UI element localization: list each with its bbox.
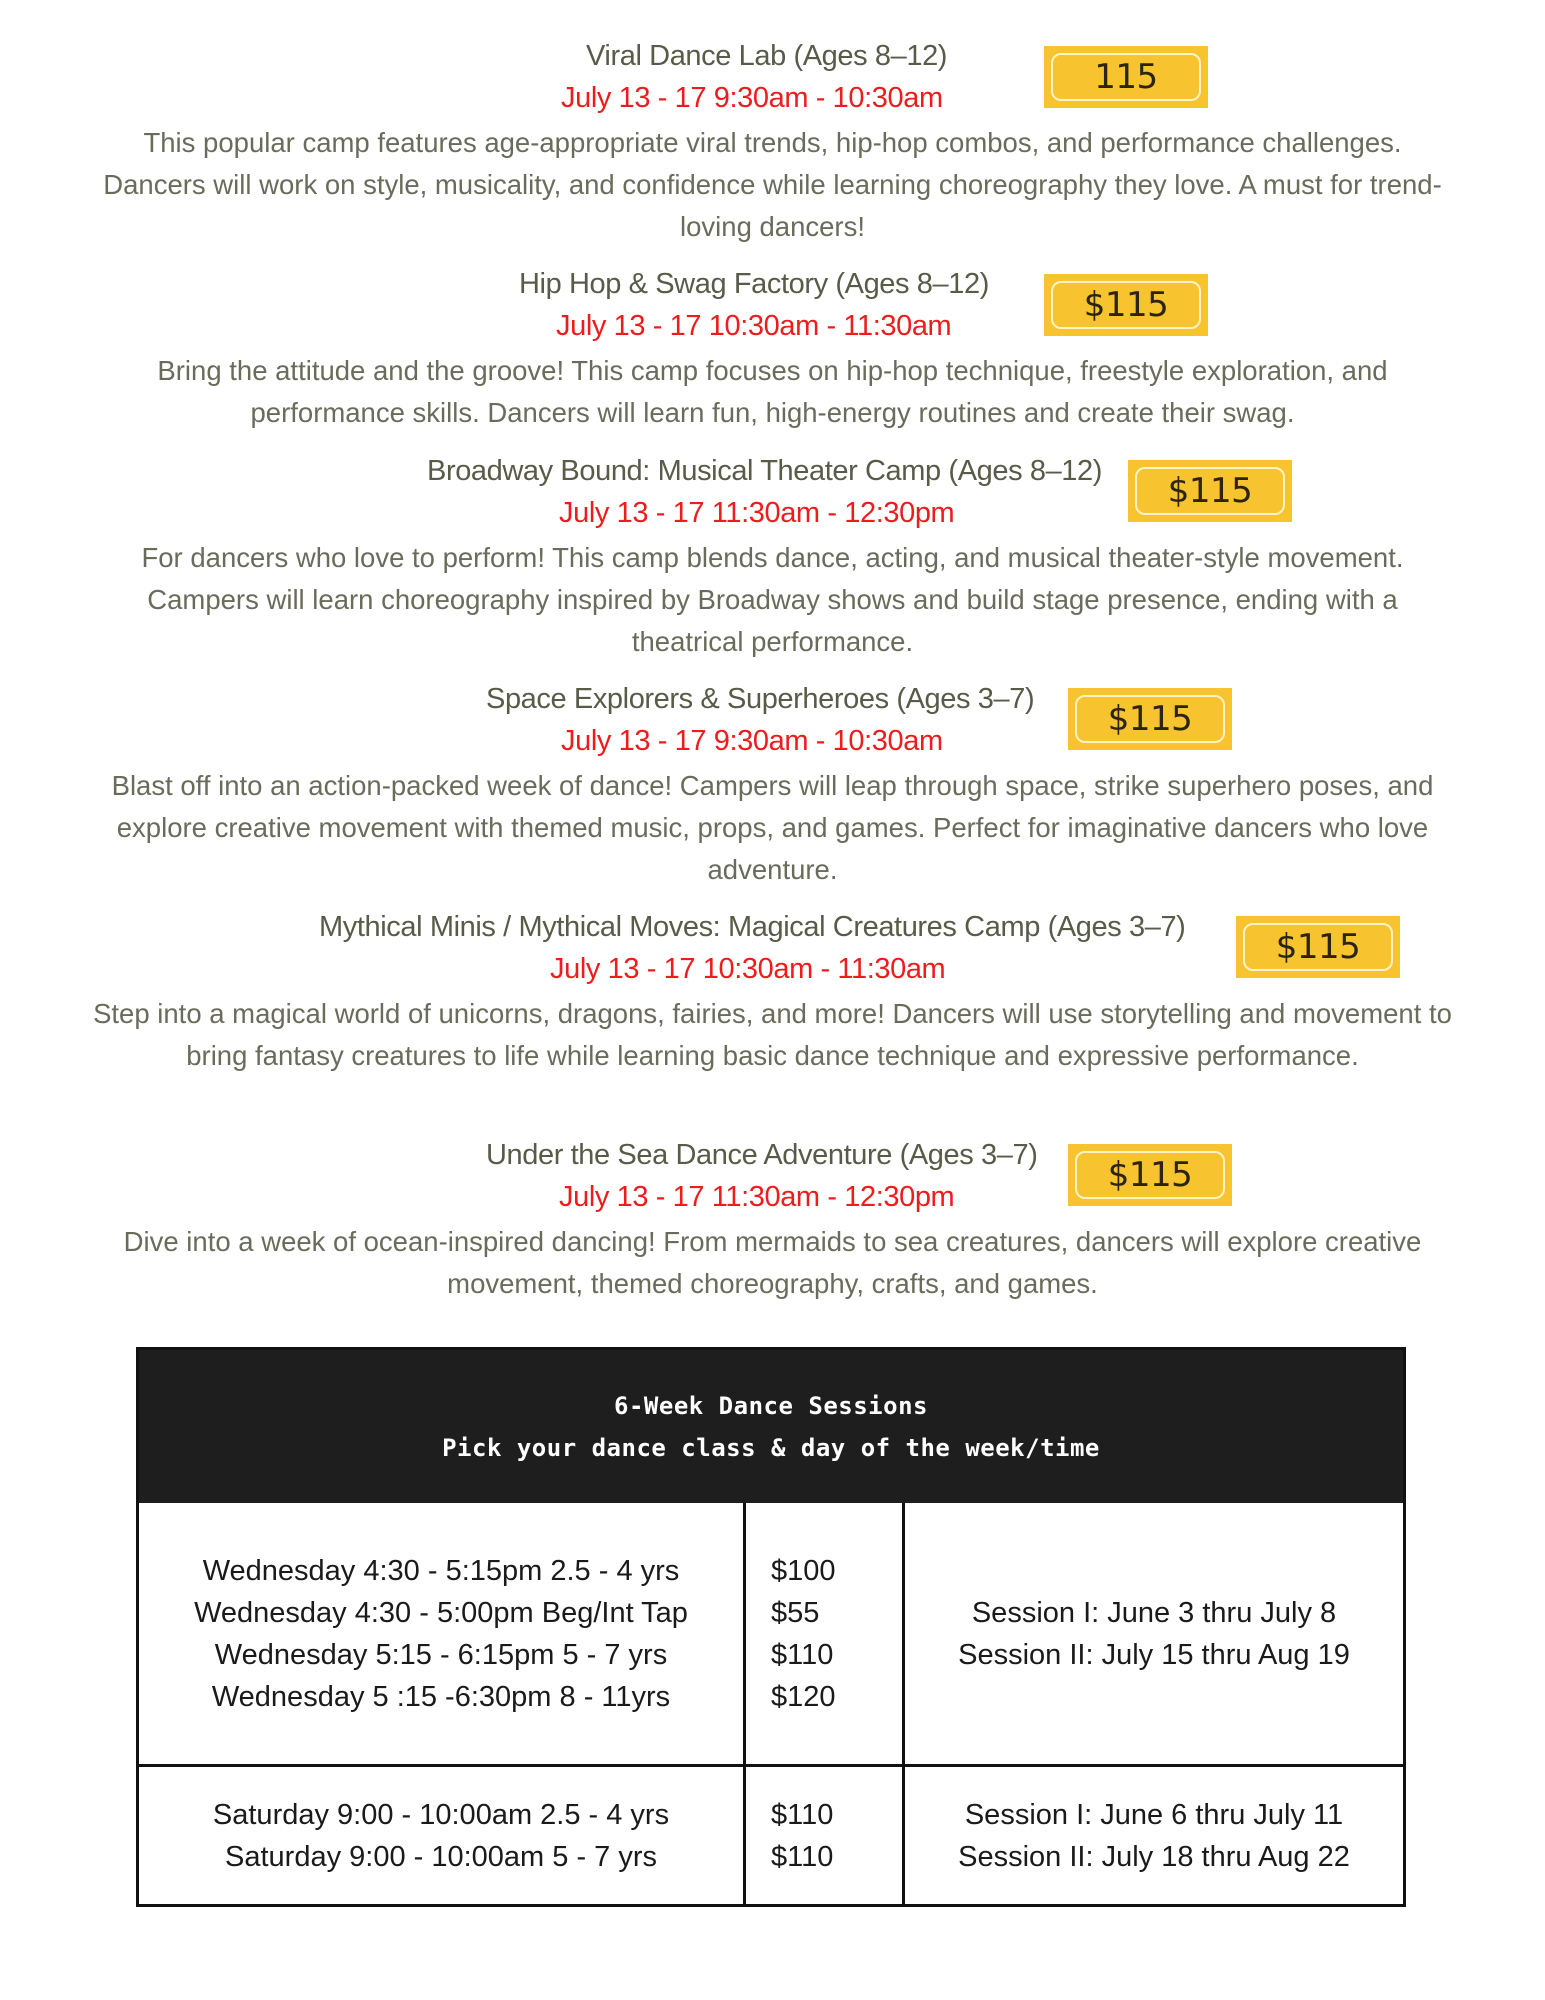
price-tag (1044, 46, 1208, 108)
price-tag (1068, 688, 1232, 750)
table-header-subtitle: Pick your dance class & day of the week/time (442, 1433, 1100, 1462)
camp-description: Bring the attitude and the groove! This camp focuses on hip-hop technique, freestyle exploration, and performance skills. Dancers will learn fun, high-energy routines and create their swag. (157, 355, 1388, 428)
price-tag (1044, 274, 1208, 336)
class-price: $55 (771, 1596, 820, 1629)
sessions-cell (905, 1767, 1403, 1904)
class-time: Wednesday 5:15 - 6:15pm 5 - 7 yrs (214, 1638, 668, 1671)
camp-description: For dancers who love to perform! This camp blends dance, acting, and musical theater-style movement. Campers will learn choreography inspired by Broadway shows and build stage presence, ending with a theatrical performance. (141, 542, 1404, 657)
class-times-cell (139, 1767, 743, 1904)
session-dates: Session II: July 15 thru Aug 19 (958, 1638, 1350, 1671)
camp-title: Space Explorers & Superheroes (Ages 3–7) (486, 683, 1035, 715)
sessions-table (136, 1347, 1406, 1907)
price-label: $115 (1083, 285, 1169, 325)
session-dates: Session I: June 6 thru July 11 (964, 1798, 1344, 1831)
sessions-cell (905, 1503, 1403, 1764)
camp-date: July 13 - 17 11:30am - 12:30pm (559, 497, 955, 529)
camp-description: Blast off into an action-packed week of dance! Campers will leap through space, strike superhero poses, and explore creative movement with themed music, props, and games. Perfect for imaginative dancers who love adventure. (111, 770, 1434, 885)
class-price: $110 (771, 1798, 834, 1831)
camp-date: July 13 - 17 10:30am - 11:30am (550, 953, 946, 985)
camp-date: July 13 - 17 9:30am - 10:30am (561, 725, 943, 757)
table-header (139, 1350, 1403, 1503)
camp-title: Hip Hop & Swag Factory (Ages 8–12) (519, 268, 989, 300)
price-tag (1068, 1144, 1232, 1206)
price-label: $115 (1107, 1155, 1193, 1195)
price-tag (1236, 916, 1400, 978)
class-price: $100 (771, 1554, 836, 1587)
class-price: $120 (771, 1680, 836, 1713)
price-label: 115 (1094, 57, 1158, 97)
session-dates: Session II: July 18 thru Aug 22 (958, 1840, 1350, 1873)
price-label: $115 (1107, 699, 1193, 739)
camp-title: Broadway Bound: Musical Theater Camp (Ages 8–12) (427, 455, 1103, 487)
class-time: Saturday 9:00 - 10:00am 5 - 7 yrs (225, 1840, 657, 1873)
camp-description: Step into a magical world of unicorns, dragons, fairies, and more! Dancers will use storytelling and movement to bring fantasy creatures to life while learning basic dance technique and expressive performance. (93, 998, 1452, 1071)
class-time: Wednesday 5 :15 -6:30pm 8 - 11yrs (211, 1680, 671, 1713)
column-divider (743, 1503, 746, 1907)
class-price: $110 (771, 1840, 834, 1873)
camp-title: Viral Dance Lab (Ages 8–12) (586, 40, 948, 72)
price-label: $115 (1167, 471, 1253, 511)
camp-title: Under the Sea Dance Adventure (Ages 3–7) (486, 1139, 1038, 1171)
prices-cell (771, 1503, 899, 1764)
prices-cell (771, 1767, 899, 1904)
class-time: Wednesday 4:30 - 5:00pm Beg/Int Tap (194, 1596, 688, 1629)
class-price: $110 (771, 1638, 834, 1671)
camp-description: Dive into a week of ocean-inspired dancing! From mermaids to sea creatures, dancers will explore creative movement, themed choreography, crafts, and games. (123, 1226, 1422, 1299)
class-time: Saturday 9:00 - 10:00am 2.5 - 4 yrs (212, 1798, 670, 1831)
class-times-cell (139, 1503, 743, 1764)
camp-date: July 13 - 17 11:30am - 12:30pm (559, 1181, 955, 1213)
price-label: $115 (1275, 927, 1361, 967)
table-header-title: 6-Week Dance Sessions (614, 1391, 928, 1420)
class-time: Wednesday 4:30 - 5:15pm 2.5 - 4 yrs (202, 1554, 680, 1587)
camp-date: July 13 - 17 10:30am - 11:30am (556, 310, 952, 342)
session-dates: Session I: June 3 thru July 8 (971, 1596, 1337, 1629)
camp-date: July 13 - 17 9:30am - 10:30am (561, 82, 943, 114)
camp-title: Mythical Minis / Mythical Moves: Magical Creatures Camp (Ages 3–7) (319, 911, 1186, 943)
price-tag (1128, 460, 1292, 522)
camp-description: This popular camp features age-appropriate viral trends, hip-hop combos, and performance challenges. Dancers will work on style, musicality, and confidence while learning choreography they love. A must for trend-loving dancers! (103, 127, 1442, 242)
